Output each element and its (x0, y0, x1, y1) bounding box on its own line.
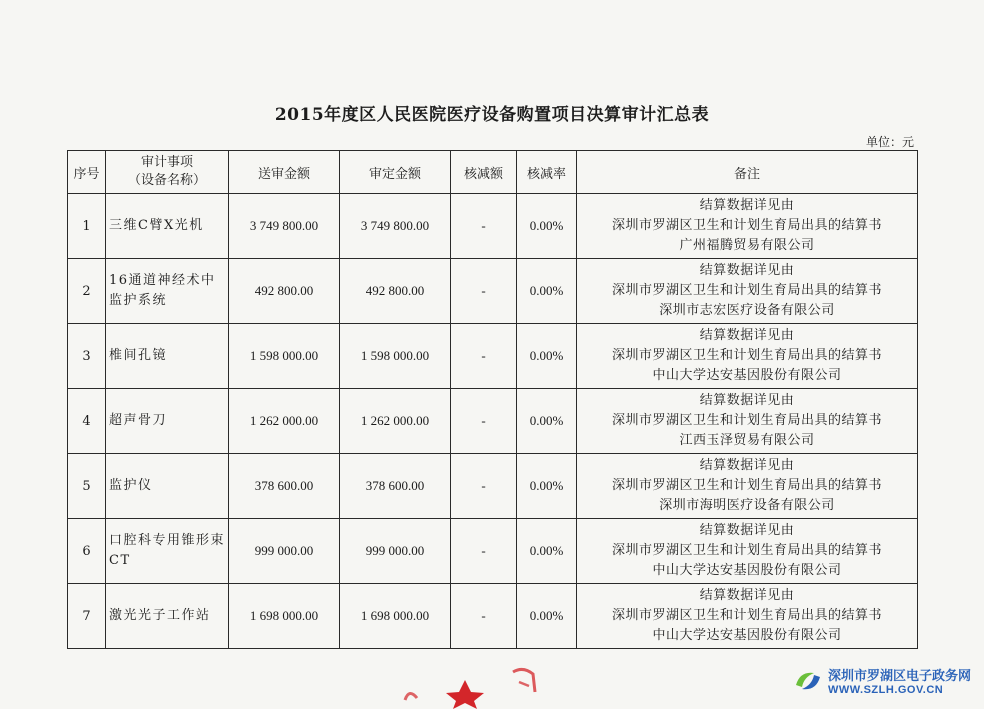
watermark-site-name: 深圳市罗湖区电子政务网 (828, 669, 972, 684)
row-index: 6 (68, 519, 106, 584)
row-index: 1 (68, 194, 106, 259)
remark-line3: 深圳市志宏医疗设备有限公司 (659, 303, 835, 318)
row-remarks (577, 519, 918, 584)
row-remarks (577, 454, 918, 519)
row-submitted: 1 598 000.00 (229, 324, 340, 389)
remark-line2: 深圳市罗湖区卫生和计划生育局出具的结算书 (611, 543, 882, 558)
remark-line1: 结算数据详见由 (699, 328, 795, 343)
table-row (68, 519, 918, 584)
row-submitted: 3 749 800.00 (229, 194, 340, 259)
remark-line2: 深圳市罗湖区卫生和计划生育局出具的结算书 (611, 413, 882, 428)
watermark-logo (792, 663, 982, 705)
remark-line3: 广州福腾贸易有限公司 (679, 238, 815, 253)
row-item: 16通道神经术中监护系统 (106, 259, 229, 324)
row-submitted: 1 698 000.00 (229, 584, 340, 649)
row-submitted: 492 800.00 (229, 259, 340, 324)
row-reduction: - (451, 259, 517, 324)
remark-line3: 中山大学达安基因股份有限公司 (652, 563, 842, 578)
header-index: 序号 (68, 151, 106, 194)
remark-line2: 深圳市罗湖区卫生和计划生育局出具的结算书 (611, 283, 882, 298)
row-index: 2 (68, 259, 106, 324)
row-approved: 3 749 800.00 (340, 194, 451, 259)
row-index: 3 (68, 324, 106, 389)
row-item: 口腔科专用锥形束CT (106, 519, 229, 584)
remark-line3: 中山大学达安基因股份有限公司 (652, 628, 842, 643)
szlh-swirl-icon (792, 665, 824, 697)
red-seal-stamp (395, 660, 565, 709)
remark-line3: 江西玉泽贸易有限公司 (679, 433, 815, 448)
header-reduction-rate: 核减率 (517, 151, 577, 194)
row-remarks (577, 584, 918, 649)
watermark-url: WWW.SZLH.GOV.CN (828, 684, 944, 696)
unit-label: 单位：元 (865, 135, 914, 149)
row-remarks (577, 259, 918, 324)
row-submitted: 378 600.00 (229, 454, 340, 519)
remark-line1: 结算数据详见由 (699, 393, 795, 408)
row-rate: 0.00% (517, 389, 577, 454)
row-rate: 0.00% (517, 454, 577, 519)
header-item (106, 151, 229, 194)
row-rate: 0.00% (517, 519, 577, 584)
row-approved: 1 262 000.00 (340, 389, 451, 454)
row-reduction: - (451, 194, 517, 259)
remark-line1: 结算数据详见由 (699, 198, 795, 213)
header-reduction: 核减额 (451, 151, 517, 194)
table-row (68, 584, 918, 649)
header-remarks: 备注 (577, 151, 918, 194)
row-reduction: - (451, 324, 517, 389)
row-rate: 0.00% (517, 194, 577, 259)
header-item-line2: （设备名称） (127, 173, 206, 188)
remark-line1: 结算数据详见由 (699, 588, 795, 603)
row-rate: 0.00% (517, 324, 577, 389)
row-reduction: - (451, 389, 517, 454)
remark-line3: 深圳市海明医疗设备有限公司 (659, 498, 835, 513)
row-item: 超声骨刀 (106, 389, 229, 454)
row-item: 椎间孔镜 (106, 324, 229, 389)
header-submitted: 送审金额 (229, 151, 340, 194)
table-row (68, 194, 918, 259)
remark-line1: 结算数据详见由 (699, 523, 795, 538)
row-remarks (577, 194, 918, 259)
table-row (68, 454, 918, 519)
row-submitted: 999 000.00 (229, 519, 340, 584)
row-rate: 0.00% (517, 259, 577, 324)
row-reduction: - (451, 454, 517, 519)
document-title: 2015年度区人民医院医疗设备购置项目决算审计汇总表 (274, 105, 710, 125)
row-submitted: 1 262 000.00 (229, 389, 340, 454)
table-row (68, 324, 918, 389)
header-approved: 审定金额 (340, 151, 451, 194)
row-approved: 378 600.00 (340, 454, 451, 519)
remark-line1: 结算数据详见由 (699, 263, 795, 278)
row-approved: 1 598 000.00 (340, 324, 451, 389)
remark-line2: 深圳市罗湖区卫生和计划生育局出具的结算书 (611, 608, 882, 623)
row-remarks (577, 389, 918, 454)
row-approved: 1 698 000.00 (340, 584, 451, 649)
remark-line2: 深圳市罗湖区卫生和计划生育局出具的结算书 (611, 478, 882, 493)
row-remarks (577, 324, 918, 389)
audit-summary-table (67, 150, 918, 649)
row-index: 7 (68, 584, 106, 649)
row-item: 监护仪 (106, 454, 229, 519)
row-index: 4 (68, 389, 106, 454)
row-rate: 0.00% (517, 584, 577, 649)
remark-line2: 深圳市罗湖区卫生和计划生育局出具的结算书 (611, 348, 882, 363)
remark-line1: 结算数据详见由 (699, 458, 795, 473)
row-reduction: - (451, 519, 517, 584)
header-item-line1: 审计事项 (140, 155, 193, 170)
row-approved: 492 800.00 (340, 259, 451, 324)
remark-line3: 中山大学达安基因股份有限公司 (652, 368, 842, 383)
row-approved: 999 000.00 (340, 519, 451, 584)
row-item: 激光光子工作站 (106, 584, 229, 649)
table-header-row (68, 151, 918, 194)
table-row (68, 389, 918, 454)
row-index: 5 (68, 454, 106, 519)
row-reduction: - (451, 584, 517, 649)
remark-line2: 深圳市罗湖区卫生和计划生育局出具的结算书 (611, 218, 882, 233)
row-item: 三维C臂X光机 (106, 194, 229, 259)
table-row (68, 259, 918, 324)
